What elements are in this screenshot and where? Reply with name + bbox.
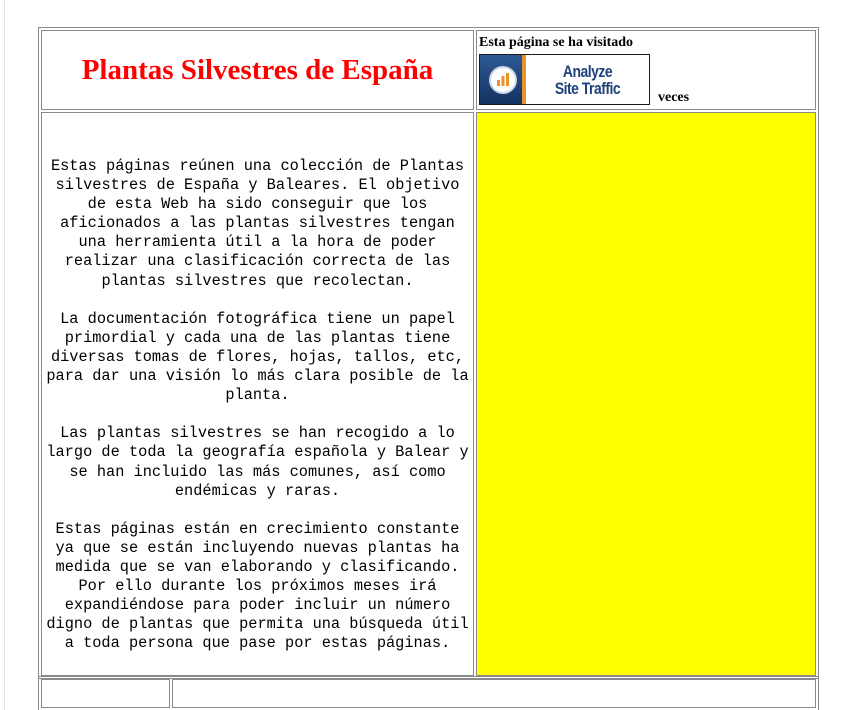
badge-label-line1: Analyze (562, 61, 613, 81)
footer-row (41, 679, 816, 708)
visit-counter-cell (476, 30, 816, 110)
visit-counter-suffix: veces (658, 90, 690, 105)
header-row (41, 30, 816, 110)
content-row (41, 112, 816, 676)
analyze-site-traffic-badge[interactable] (479, 54, 650, 105)
intro-paragraph-1: Estas páginas reúnen una colección de Plantas silvestres de España y Baleares. El objetivo de esta Web ha sido conseguir que los aficionados a las plantas silvestres tengan una herramienta útil a la hora de poder realizar una clasificación correcta de las plantas silvestres que recolectan. (50, 157, 465, 290)
badge-label (537, 55, 638, 104)
page-title: Plantas Silvestres de España (81, 54, 434, 86)
bar-chart-icon (480, 55, 526, 104)
bar-chart-icon-graphic (488, 65, 518, 95)
intro-text (45, 157, 470, 653)
intro-paragraph-4: Estas páginas están en crecimiento constante ya que se están incluyendo nuevas plantas ha medida que se van elaborando y clasificando. Por ello durante los próximos meses irá expandiéndose para poder incluir un número digno de plantas que permita una búsqueda útil a toda persona que pase por estas páginas. (46, 519, 469, 653)
main-layout-table (38, 27, 819, 679)
footer-right-cell (172, 679, 816, 708)
visit-counter-heading: Esta página se ha visitado (479, 35, 634, 50)
footer-left-cell (41, 679, 170, 708)
intro-paragraph-2: La documentación fotográfica tiene un papel primordial y cada una de las plantas tiene diversas tomas de flores, hojas, tallos, etc, para dar una visión lo más clara posible de la planta. (46, 309, 469, 405)
yellow-side-panel (476, 112, 816, 676)
title-cell (41, 30, 474, 110)
intro-paragraph-3: Las plantas silvestres se han recogido a lo largo de toda la geografía española y Balear y se han incluido las más comunes, así como endémicas y raras. (46, 424, 469, 500)
badge-label-line2: Site Traffic (554, 78, 621, 98)
page-left-border (4, 0, 5, 710)
intro-text-cell (41, 112, 474, 676)
footer-table (38, 676, 819, 710)
